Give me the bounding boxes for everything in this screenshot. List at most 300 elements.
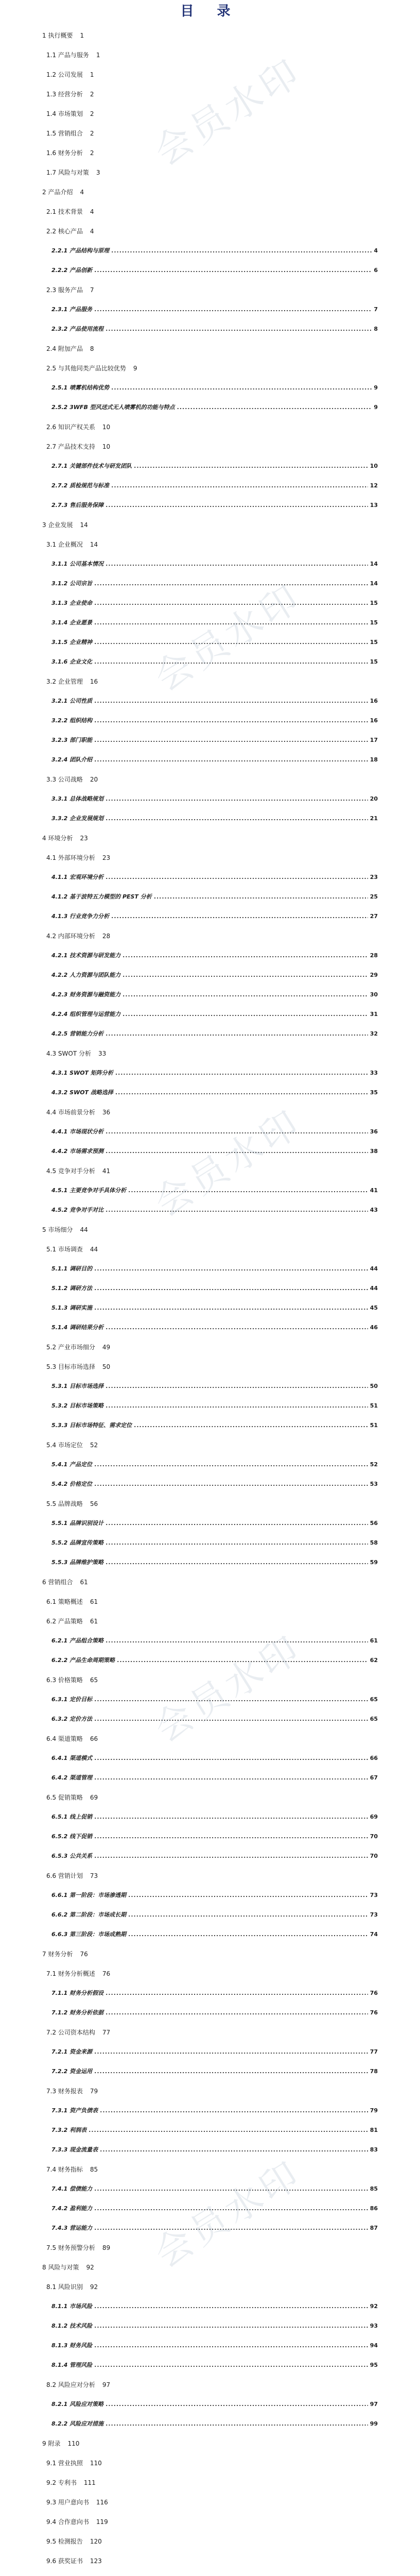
toc-entry[interactable] <box>42 1396 378 1416</box>
toc-entry-label: 3.3.1 总体战略规划 <box>51 795 104 802</box>
toc-dot-leader <box>94 652 368 672</box>
toc-entry[interactable] <box>42 2042 378 2062</box>
toc-entry[interactable] <box>42 1846 378 1866</box>
toc-entry[interactable] <box>42 1964 378 1984</box>
toc-entry[interactable] <box>42 965 378 985</box>
toc-entry-label: 6.6.3 第三阶段：市场成熟期 <box>51 1931 127 1938</box>
toc-entry[interactable] <box>42 241 378 261</box>
toc-dot-leader <box>94 1279 368 1298</box>
toc-entry[interactable] <box>42 437 378 456</box>
toc-entry[interactable] <box>42 1729 378 1749</box>
toc-entry-label: 4.4 市场前景分析 <box>46 1109 95 1116</box>
toc-dot-leader <box>94 1690 368 1709</box>
toc-dot-leader <box>94 691 368 711</box>
toc-entry[interactable] <box>42 750 378 770</box>
toc-dot-leader <box>134 456 368 476</box>
toc-entry-page-number: 94 <box>370 2342 378 2349</box>
toc-entry[interactable] <box>42 398 378 417</box>
toc-entry[interactable] <box>42 2238 378 2258</box>
toc-entry-label: 7.1.2 财务分析依据 <box>51 2009 104 2016</box>
toc-entry-label: 9.3 用户意向书 <box>46 2499 89 2506</box>
toc-entry[interactable] <box>42 770 378 789</box>
toc-entry-label: 2.6 知识产权关系 <box>46 423 95 431</box>
toc-entry-page-number: 52 <box>90 1442 98 1449</box>
toc-entry[interactable] <box>42 2258 378 2277</box>
toc-entry-page-number: 123 <box>90 2557 102 2565</box>
toc-dot-leader <box>94 2297 368 2316</box>
toc-entry[interactable] <box>42 359 378 378</box>
toc-entry[interactable] <box>42 1005 378 1024</box>
toc-entry-label: 2.7.1 关键部件技术与研发团队 <box>51 463 132 469</box>
toc-entry[interactable] <box>42 2375 378 2395</box>
toc-entry-page-number: 89 <box>102 2244 111 2251</box>
toc-entry[interactable] <box>42 672 378 691</box>
toc-entry-page-number: 62 <box>370 1657 378 1664</box>
toc-entry[interactable] <box>42 2532 378 2551</box>
toc-entry[interactable] <box>42 1103 378 1122</box>
toc-dot-leader <box>128 1886 368 1905</box>
toc-entry-label: 3.2.2 组织结构 <box>51 717 93 724</box>
toc-entry-label: 3.1.2 公司宗旨 <box>51 580 93 587</box>
toc-entry[interactable] <box>42 731 378 750</box>
toc-entry-page-number: 59 <box>370 1559 378 1566</box>
toc-entry-page-number: 20 <box>370 795 378 802</box>
toc-entry[interactable] <box>42 1142 378 1161</box>
toc-entry[interactable] <box>42 2160 378 2179</box>
toc-entry-label: 7.3 财务报表 <box>46 2088 83 2095</box>
toc-entry-page-number: 99 <box>370 2420 378 2427</box>
toc-dot-leader <box>94 711 368 731</box>
toc-entry-label: 8.2.1 风险应对策略 <box>51 2401 104 2408</box>
toc-entry[interactable] <box>42 2003 378 2023</box>
toc-entry[interactable] <box>42 868 378 887</box>
toc-entry[interactable] <box>42 65 378 84</box>
toc-entry-page-number: 15 <box>370 619 378 626</box>
toc-dot-leader <box>94 574 368 594</box>
toc-entry[interactable] <box>42 2453 378 2473</box>
toc-entry[interactable] <box>42 1866 378 1886</box>
toc-entry-label: 4.5 竞争对手分析 <box>46 1167 95 1175</box>
toc-dot-leader <box>94 1475 368 1494</box>
toc-entry-label: 9.4 合作意向书 <box>46 2518 89 2526</box>
toc-entry[interactable] <box>42 1651 378 1670</box>
toc-entry-page-number: 70 <box>370 1853 378 1859</box>
toc-entry-label: 4.2.3 财务资源与融资能力 <box>51 991 121 998</box>
toc-entry-label: 3.1.4 企业愿景 <box>51 619 93 626</box>
toc-entry-page-number: 45 <box>370 1304 378 1311</box>
toc-entry-label: 4.4.2 市场需求预测 <box>51 1148 104 1155</box>
toc-entry[interactable] <box>42 143 378 163</box>
toc-entry-label: 2.5 与其他同类产品比较优势 <box>46 365 126 372</box>
toc-entry-label: 7.2 公司资本结构 <box>46 2029 95 2036</box>
toc-entry-page-number: 17 <box>370 737 378 743</box>
toc-entry-page-number: 44 <box>90 1246 98 1253</box>
toc-dot-leader <box>106 319 372 339</box>
toc-entry-label: 1 执行概要 <box>42 32 73 39</box>
toc-dot-leader <box>94 1749 368 1768</box>
toc-entry-label: 5.2 产业市场细分 <box>46 1344 95 1351</box>
toc-entry-label: 1.6 财务分析 <box>46 149 83 157</box>
toc-entry-label: 2.4 附加产品 <box>46 345 83 352</box>
toc-entry[interactable] <box>42 1455 378 1475</box>
toc-entry-label: 5.3.1 目标市场选择 <box>51 1383 104 1389</box>
toc-entry[interactable] <box>42 554 378 574</box>
toc-entry[interactable] <box>42 1357 378 1377</box>
toc-entry-label: 2.2.2 产品创新 <box>51 267 93 274</box>
toc-entry[interactable] <box>42 1572 378 1592</box>
toc-entry-page-number: 79 <box>90 2088 98 2095</box>
toc-entry[interactable] <box>42 594 378 613</box>
toc-entry[interactable] <box>42 1533 378 1553</box>
toc-entry[interactable] <box>42 45 378 65</box>
toc-entry-page-number: 27 <box>370 913 378 920</box>
toc-entry-page-number: 53 <box>370 1481 378 1487</box>
toc-entry[interactable] <box>42 1200 378 1220</box>
toc-entry-page-number: 76 <box>102 1970 111 1977</box>
toc-entry[interactable] <box>42 417 378 437</box>
toc-entry[interactable] <box>42 711 378 731</box>
toc-entry-page-number: 61 <box>80 1579 88 1586</box>
toc-entry[interactable] <box>42 496 378 515</box>
toc-entry[interactable] <box>42 1768 378 1788</box>
toc-entry[interactable] <box>42 2062 378 2081</box>
toc-entry-label: 6.5.1 线上促销 <box>51 1814 93 1820</box>
toc-entry[interactable] <box>42 1220 378 1240</box>
toc-entry[interactable] <box>42 828 378 848</box>
toc-entry[interactable] <box>42 1944 378 1964</box>
toc-entry[interactable] <box>42 1612 378 1631</box>
toc-entry-page-number <box>90 2571 102 2576</box>
toc-entry-label: 2.3 服务产品 <box>46 286 83 294</box>
toc-entry[interactable] <box>42 2571 378 2576</box>
toc-entry[interactable] <box>42 1475 378 1494</box>
toc-entry-page-number: 73 <box>370 1911 378 1918</box>
toc-entry[interactable] <box>42 2355 378 2375</box>
toc-entry[interactable] <box>42 1925 378 1944</box>
toc-entry[interactable] <box>42 809 378 828</box>
toc-entry-label: 3.1.5 企业精神 <box>51 639 93 646</box>
toc-entry-page-number: 41 <box>370 1187 378 1194</box>
toc-entry[interactable] <box>42 1788 378 1807</box>
toc-entry[interactable] <box>42 1709 378 1729</box>
toc-entry-label: 4.3.2 SWOT 战略选择 <box>51 1089 113 1096</box>
toc-entry[interactable] <box>42 2434 378 2453</box>
toc-entry[interactable] <box>42 1298 378 1318</box>
toc-dot-leader <box>122 985 368 1005</box>
toc-entry[interactable] <box>42 1553 378 1572</box>
toc-entry[interactable] <box>42 691 378 711</box>
toc-dot-leader <box>111 241 372 261</box>
toc-entry[interactable] <box>42 2081 378 2101</box>
watermark: 会员水印 <box>147 2151 310 2276</box>
toc-entry[interactable] <box>42 2336 378 2355</box>
toc-entry[interactable] <box>42 1377 378 1396</box>
toc-entry-page-number: 77 <box>102 2029 111 2036</box>
toc-entry-page-number: 23 <box>370 874 378 880</box>
toc-entry[interactable] <box>42 1494 378 1514</box>
toc-entry[interactable] <box>42 633 378 652</box>
toc-entry[interactable] <box>42 535 378 554</box>
toc-dot-leader <box>106 1122 368 1142</box>
toc-entry[interactable] <box>42 1670 378 1690</box>
toc-entry-label: 5.3 目标市场选择 <box>46 1363 95 1370</box>
toc-dot-leader <box>94 300 372 319</box>
toc-entry-page-number: 58 <box>370 1539 378 1546</box>
toc-entry-page-number: 73 <box>90 1872 98 1879</box>
toc-dot-leader <box>117 1651 368 1670</box>
toc-entry[interactable] <box>42 1279 378 1298</box>
toc-entry[interactable] <box>42 1044 378 1063</box>
toc-dot-leader <box>94 2042 368 2062</box>
toc-entry[interactable] <box>42 574 378 594</box>
toc-entry-label: 9 附录 <box>42 2440 61 2447</box>
toc-entry-label: 3.3.2 企业发展规划 <box>51 815 104 822</box>
toc-entry-page-number: 2 <box>90 130 94 137</box>
toc-entry[interactable] <box>42 1905 378 1925</box>
toc-entry-label: 4.3.1 SWOT 矩阵分析 <box>51 1070 113 1076</box>
toc-entry-label: 4.2.4 组织管理与运营能力 <box>51 1011 121 1018</box>
toc-entry[interactable] <box>42 1416 378 1435</box>
toc-dot-leader <box>154 887 368 907</box>
toc-entry-page-number: 18 <box>370 756 378 763</box>
toc-dot-leader <box>134 1416 368 1435</box>
toc-entry-label: 8.2.2 风险应对措施 <box>51 2420 104 2427</box>
toc-entry[interactable] <box>42 2218 378 2238</box>
toc-entry[interactable] <box>42 280 378 300</box>
toc-dot-leader <box>94 613 368 633</box>
toc-entry-page-number: 78 <box>370 2068 378 2075</box>
toc-entry-label: 2.2.1 产品结构与原理 <box>51 247 110 254</box>
toc-entry[interactable] <box>42 887 378 907</box>
toc-entry-page-number: 93 <box>370 2323 378 2329</box>
toc-dot-leader <box>128 1181 368 1200</box>
toc-entry-page-number: 44 <box>370 1285 378 1292</box>
toc-entry[interactable] <box>42 319 378 339</box>
toc-entry[interactable] <box>42 202 378 222</box>
toc-entry[interactable] <box>42 124 378 143</box>
toc-entry-label: 6.5.2 线下促销 <box>51 1833 93 1840</box>
toc-entry[interactable] <box>42 2121 378 2140</box>
toc-dot-leader <box>94 2316 368 2336</box>
toc-entry[interactable] <box>42 515 378 535</box>
toc-entry-page-number: 73 <box>370 1892 378 1899</box>
toc-entry-label: 6.4.1 渠道模式 <box>51 1755 93 1761</box>
toc-entry-label: 4.1.2 基于波特五力模型的 PEST 分析 <box>51 893 152 900</box>
toc-entry[interactable] <box>42 2395 378 2414</box>
toc-entry-page-number: 10 <box>102 423 111 431</box>
toc-entry[interactable] <box>42 2551 378 2571</box>
toc-entry[interactable] <box>42 789 378 809</box>
toc-entry-label: 6.3 价格策略 <box>46 1676 83 1684</box>
toc-entry-label: 5.5.2 品牌宣传策略 <box>51 1539 104 1546</box>
toc-entry[interactable] <box>42 378 378 398</box>
toc-entry-page-number: 56 <box>90 1500 98 1507</box>
toc-entry-page-number: 110 <box>90 2460 102 2467</box>
toc-entry[interactable] <box>42 182 378 202</box>
toc-entry-page-number: 14 <box>370 561 378 567</box>
toc-entry-page-number: 85 <box>90 2166 98 2173</box>
toc-entry-label: 6.6.2 第二阶段：市场成长期 <box>51 1911 127 1918</box>
toc-entry-label: 6.4.2 渠道管理 <box>51 1774 93 1781</box>
toc-entry-page-number: 20 <box>90 776 98 783</box>
toc-entry[interactable] <box>42 1318 378 1337</box>
toc-entry-page-number: 16 <box>90 678 98 685</box>
toc-entry[interactable] <box>42 613 378 633</box>
toc-dot-leader <box>94 2336 368 2355</box>
toc-entry-page-number: 77 <box>370 2048 378 2055</box>
toc-dot-leader <box>94 2179 368 2199</box>
toc-entry-label: 2.1 技术背景 <box>46 208 83 215</box>
toc-entry-page-number: 32 <box>370 1030 378 1037</box>
toc-entry-page-number: 4 <box>90 228 94 235</box>
toc-entry[interactable] <box>42 1592 378 1612</box>
toc-entry-page-number: 74 <box>370 1931 378 1938</box>
toc-entry-label: 1.1 产品与服务 <box>46 52 89 59</box>
toc-entry-page-number: 14 <box>90 541 98 548</box>
toc-entry[interactable] <box>42 339 378 359</box>
toc-entry[interactable] <box>42 476 378 496</box>
toc-entry[interactable] <box>42 1240 378 1259</box>
toc-dot-leader <box>100 2101 368 2121</box>
toc-entry[interactable] <box>42 2473 378 2493</box>
toc-dot-leader <box>94 750 368 770</box>
toc-entry-page-number: 51 <box>370 1402 378 1409</box>
toc-entry[interactable] <box>42 1083 378 1103</box>
toc-entry-label: 2.7.2 质检规范与标准 <box>51 482 110 489</box>
toc-dot-leader <box>111 476 368 496</box>
toc-entry[interactable] <box>42 1690 378 1709</box>
toc-entry-page-number: 50 <box>102 1363 111 1370</box>
toc-entry[interactable] <box>42 84 378 104</box>
toc-entry[interactable] <box>42 1181 378 1200</box>
toc-entry[interactable] <box>42 2023 378 2042</box>
toc-dot-leader <box>89 2121 368 2140</box>
toc-entry[interactable] <box>42 1337 378 1357</box>
toc-entry-page-number: 4 <box>80 189 84 196</box>
toc-entry[interactable] <box>42 1259 378 1279</box>
toc-entry[interactable] <box>42 2140 378 2160</box>
toc-entry[interactable] <box>42 907 378 926</box>
toc-entry-page-number: 66 <box>90 1735 98 1742</box>
toc-entry-page-number: 69 <box>90 1794 98 1801</box>
toc-entry[interactable] <box>42 2277 378 2297</box>
toc-entry-label: 7.4.3 营运能力 <box>51 2225 93 2231</box>
toc-entry[interactable] <box>42 1807 378 1827</box>
toc-dot-leader <box>122 946 368 965</box>
toc-entry[interactable] <box>42 946 378 965</box>
toc-entry-label: 8.1 风险识别 <box>46 2283 83 2291</box>
toc-entry-label: 2.7 产品技术支持 <box>46 443 95 450</box>
toc-entry-label: 7.2.1 资金来源 <box>51 2048 93 2055</box>
toc-dot-leader <box>122 965 368 985</box>
toc-entry[interactable] <box>42 2179 378 2199</box>
toc-entry[interactable] <box>42 1631 378 1651</box>
toc-entry-label: 3.2.3 部门职能 <box>51 737 93 743</box>
toc-entry-page-number: 30 <box>370 991 378 998</box>
toc-entry-page-number: 16 <box>370 698 378 704</box>
toc-entry[interactable] <box>42 985 378 1005</box>
toc-entry[interactable] <box>42 2316 378 2336</box>
toc-entry-page-number: 65 <box>370 1716 378 1722</box>
toc-dot-leader <box>106 554 368 574</box>
toc-entry[interactable] <box>42 2297 378 2316</box>
toc-entry-label: 6 营销组合 <box>42 1579 73 1586</box>
toc-entry[interactable] <box>42 456 378 476</box>
toc-entry-page-number: 2 <box>90 110 94 117</box>
toc-entry-page-number: 9 <box>133 365 137 372</box>
toc-dot-leader <box>106 1396 368 1416</box>
toc-entry[interactable] <box>42 163 378 182</box>
toc-entry[interactable] <box>42 1984 378 2003</box>
toc-entry-page-number: 61 <box>90 1618 98 1625</box>
toc-dot-leader <box>106 1200 368 1220</box>
toc-entry-page-number: 29 <box>370 972 378 978</box>
toc-entry[interactable] <box>42 652 378 672</box>
toc-entry[interactable] <box>42 1514 378 1533</box>
watermark: 会员水印 <box>147 49 310 174</box>
toc-dot-leader <box>106 1377 368 1396</box>
toc-entry[interactable] <box>42 104 378 124</box>
toc-entry[interactable] <box>42 2512 378 2532</box>
toc-entry[interactable] <box>42 2199 378 2218</box>
toc-entry-label: 5.1 市场调查 <box>46 1246 83 1253</box>
toc-entry-page-number: 36 <box>102 1109 111 1116</box>
toc-entry[interactable] <box>42 222 378 241</box>
toc-entry[interactable] <box>42 2101 378 2121</box>
toc-entry-label: 4.2.2 人力资源与团队能力 <box>51 972 121 978</box>
toc-entry[interactable] <box>42 1122 378 1142</box>
toc-entry[interactable] <box>42 1063 378 1083</box>
toc-entry-label: 8.1.2 技术风险 <box>51 2323 93 2329</box>
toc-dot-leader <box>106 789 368 809</box>
toc-entry-label: 7.1 财务分析概述 <box>46 1970 95 1977</box>
toc-entry-page-number: 23 <box>80 835 88 842</box>
toc-entry-page-number: 85 <box>370 2185 378 2192</box>
toc-entry[interactable] <box>42 848 378 868</box>
toc-entry-label: 5.5.3 品牌维护策略 <box>51 1559 104 1566</box>
toc-entry[interactable] <box>42 26 378 45</box>
toc-entry-label: 5.3.3 目标市场特征、需求定位 <box>51 1422 132 1429</box>
toc-entry-label: 9.5 检测报告 <box>46 2538 83 2545</box>
toc-entry-page-number: 3 <box>96 169 100 176</box>
toc-entry[interactable] <box>42 1749 378 1768</box>
toc-entry-label: 3.1.1 公司基本情况 <box>51 561 104 567</box>
toc-entry-label: 7.2.2 资金运用 <box>51 2068 93 2075</box>
toc-entry-page-number: 28 <box>102 933 111 940</box>
toc-entry[interactable] <box>42 1886 378 1905</box>
toc-entry-label: 1.7 风险与对策 <box>46 169 89 176</box>
toc-entry[interactable] <box>42 2493 378 2512</box>
toc-entry[interactable] <box>42 926 378 946</box>
toc-entry-label: 3.1 企业概况 <box>46 541 83 548</box>
toc-entry[interactable] <box>42 1024 378 1044</box>
toc-entry-page-number: 61 <box>90 1598 98 1605</box>
toc-entry-page-number: 25 <box>370 893 378 900</box>
toc-entry[interactable] <box>42 1827 378 1846</box>
toc-title: 目 录 <box>180 4 240 19</box>
toc-entry[interactable] <box>42 1161 378 1181</box>
toc-entry-label: 6.2.2 产品生命周期策略 <box>51 1657 115 1664</box>
toc-entry-page-number: 65 <box>370 1696 378 1703</box>
toc-entry[interactable] <box>42 2414 378 2434</box>
toc-entry[interactable] <box>42 261 378 280</box>
toc-entry[interactable] <box>42 1435 378 1455</box>
toc-entry-page-number: 12 <box>370 482 378 489</box>
toc-entry-page-number: 14 <box>80 521 88 529</box>
toc-dot-leader <box>111 907 368 926</box>
toc-entry-label: 9.2 专利书 <box>46 2479 77 2486</box>
toc-entry[interactable] <box>42 300 378 319</box>
